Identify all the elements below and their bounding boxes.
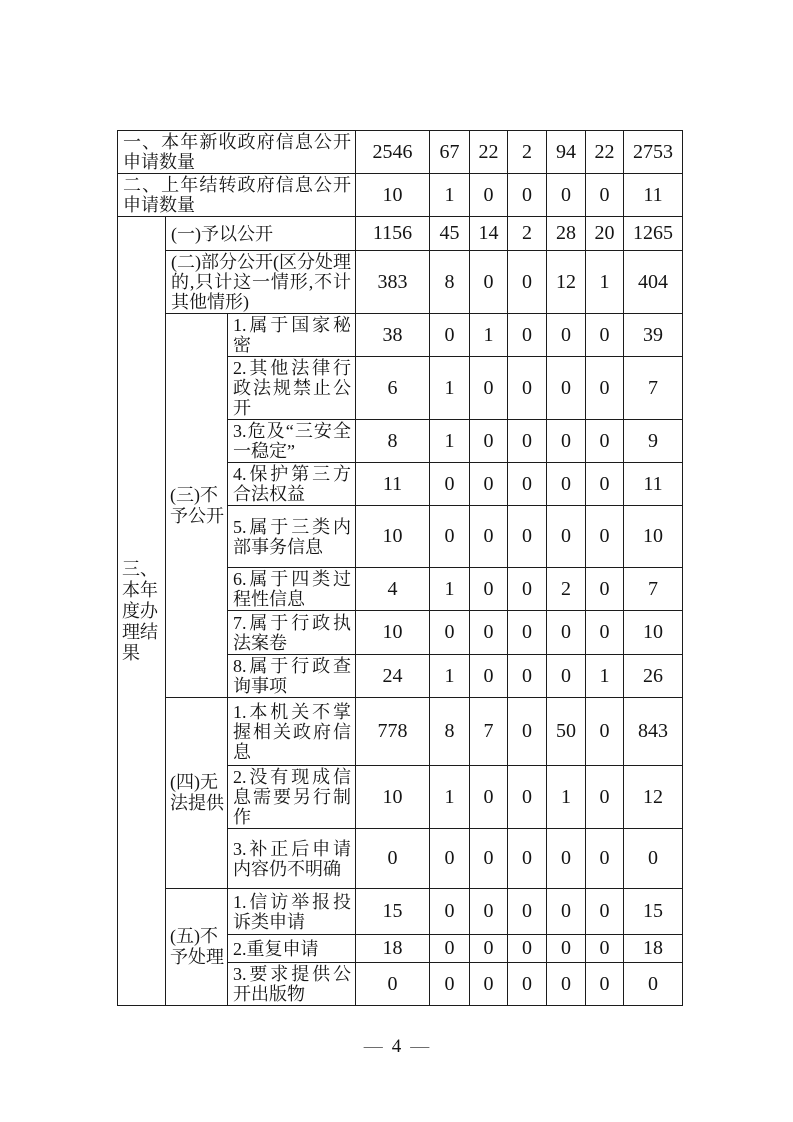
value-cell: 0 <box>586 611 624 655</box>
value-cell: 50 <box>547 698 586 766</box>
group-not-disclosed-label: (三)不予公开 <box>166 314 228 698</box>
value-cell: 1265 <box>624 217 683 251</box>
value-cell: 0 <box>470 568 508 611</box>
merged-section-label: 三、本年度办理结果 <box>118 217 166 1006</box>
value-cell: 0 <box>470 963 508 1006</box>
value-cell: 0 <box>470 463 508 506</box>
value-cell: 0 <box>470 935 508 963</box>
value-cell: 24 <box>356 655 430 698</box>
value-cell: 1 <box>430 357 470 420</box>
value-cell: 11 <box>356 463 430 506</box>
value-cell: 2753 <box>624 131 683 174</box>
value-cell: 2 <box>547 568 586 611</box>
value-cell: 0 <box>586 174 624 217</box>
value-cell: 1 <box>430 766 470 829</box>
value-cell: 404 <box>624 251 683 314</box>
value-cell: 14 <box>470 217 508 251</box>
value-cell: 0 <box>430 463 470 506</box>
value-cell: 1 <box>586 251 624 314</box>
footer-dash-right: — <box>410 1036 430 1057</box>
value-cell: 0 <box>430 611 470 655</box>
value-cell: 1 <box>430 174 470 217</box>
row-label-cell: 二、上年结转政府信息公开申请数量 <box>118 174 356 217</box>
group-not-processed-label: (五)不予处理 <box>166 889 228 1006</box>
value-cell: 0 <box>430 506 470 568</box>
value-cell: 0 <box>586 766 624 829</box>
table-row <box>118 174 683 217</box>
value-cell: 7 <box>624 357 683 420</box>
value-cell: 0 <box>470 829 508 889</box>
value-cell: 0 <box>547 314 586 357</box>
value-cell: 0 <box>547 420 586 463</box>
value-cell: 10 <box>624 506 683 568</box>
value-cell: 0 <box>624 963 683 1006</box>
value-cell: 10 <box>356 174 430 217</box>
row-label-cell: 3.补正后申请内容仍不明确 <box>228 829 356 889</box>
row-label-cell: 5.属于三类内部事务信息 <box>228 506 356 568</box>
value-cell: 6 <box>356 357 430 420</box>
row-label-cell: 1.信访举报投诉类申请 <box>228 889 356 935</box>
value-cell: 10 <box>624 611 683 655</box>
value-cell: 2546 <box>356 131 430 174</box>
row-label-cell: (一)予以公开 <box>166 217 356 251</box>
value-cell: 12 <box>547 251 586 314</box>
value-cell: 11 <box>624 463 683 506</box>
value-cell: 12 <box>624 766 683 829</box>
row-label-cell: 6.属于四类过程性信息 <box>228 568 356 611</box>
value-cell: 22 <box>586 131 624 174</box>
value-cell: 0 <box>508 314 547 357</box>
row-label-cell: 2.重复申请 <box>228 935 356 963</box>
row-label-cell: 1.本机关不掌握相关政府信息 <box>228 698 356 766</box>
value-cell: 0 <box>508 889 547 935</box>
value-cell: 0 <box>586 963 624 1006</box>
value-cell: 0 <box>508 420 547 463</box>
table-row <box>118 889 683 935</box>
value-cell: 28 <box>547 217 586 251</box>
value-cell: 10 <box>356 506 430 568</box>
value-cell: 7 <box>624 568 683 611</box>
value-cell: 0 <box>547 829 586 889</box>
table-row <box>118 251 683 314</box>
value-cell: 0 <box>547 963 586 1006</box>
value-cell: 7 <box>470 698 508 766</box>
value-cell: 15 <box>624 889 683 935</box>
value-cell: 38 <box>356 314 430 357</box>
value-cell: 10 <box>356 766 430 829</box>
value-cell: 20 <box>586 217 624 251</box>
value-cell: 0 <box>470 506 508 568</box>
value-cell: 67 <box>430 131 470 174</box>
value-cell: 1 <box>586 655 624 698</box>
value-cell: 0 <box>586 829 624 889</box>
row-label-cell: 7.属于行政执法案卷 <box>228 611 356 655</box>
value-cell: 0 <box>586 935 624 963</box>
value-cell: 1 <box>430 655 470 698</box>
value-cell: 0 <box>470 251 508 314</box>
value-cell: 26 <box>624 655 683 698</box>
value-cell: 0 <box>586 357 624 420</box>
value-cell: 0 <box>586 698 624 766</box>
value-cell: 2 <box>508 217 547 251</box>
value-cell: 0 <box>547 611 586 655</box>
value-cell: 1 <box>470 314 508 357</box>
value-cell: 1 <box>430 568 470 611</box>
value-cell: 18 <box>624 935 683 963</box>
disclosure-report-table <box>117 130 683 1006</box>
value-cell: 0 <box>586 889 624 935</box>
value-cell: 0 <box>508 251 547 314</box>
value-cell: 1 <box>430 420 470 463</box>
row-label-cell: 8.属于行政查询事项 <box>228 655 356 698</box>
value-cell: 10 <box>356 611 430 655</box>
value-cell: 0 <box>356 963 430 1006</box>
value-cell: 0 <box>508 963 547 1006</box>
value-cell: 0 <box>508 568 547 611</box>
value-cell: 0 <box>586 506 624 568</box>
value-cell: 0 <box>430 314 470 357</box>
value-cell: 0 <box>470 655 508 698</box>
value-cell: 0 <box>508 463 547 506</box>
value-cell: 0 <box>586 463 624 506</box>
value-cell: 39 <box>624 314 683 357</box>
value-cell: 22 <box>470 131 508 174</box>
value-cell: 0 <box>470 420 508 463</box>
row-label-cell: 3.危及“三安全一稳定” <box>228 420 356 463</box>
value-cell: 94 <box>547 131 586 174</box>
value-cell: 0 <box>430 889 470 935</box>
value-cell: 0 <box>547 889 586 935</box>
value-cell: 8 <box>356 420 430 463</box>
value-cell: 1156 <box>356 217 430 251</box>
value-cell: 0 <box>586 314 624 357</box>
value-cell: 0 <box>547 506 586 568</box>
value-cell: 778 <box>356 698 430 766</box>
value-cell: 0 <box>508 766 547 829</box>
value-cell: 0 <box>508 655 547 698</box>
row-label-cell: 3.要求提供公开出版物 <box>228 963 356 1006</box>
value-cell: 0 <box>586 568 624 611</box>
table-row <box>118 131 683 174</box>
value-cell: 0 <box>624 829 683 889</box>
value-cell: 0 <box>586 420 624 463</box>
value-cell: 0 <box>470 357 508 420</box>
value-cell: 0 <box>356 829 430 889</box>
value-cell: 15 <box>356 889 430 935</box>
row-label-cell: 4.保护第三方合法权益 <box>228 463 356 506</box>
row-label-cell: 2.没有现成信息需要另行制作 <box>228 766 356 829</box>
footer-dash-left: — <box>363 1036 383 1057</box>
value-cell: 0 <box>508 935 547 963</box>
value-cell: 9 <box>624 420 683 463</box>
value-cell: 0 <box>508 698 547 766</box>
value-cell: 11 <box>624 174 683 217</box>
value-cell: 843 <box>624 698 683 766</box>
value-cell: 1 <box>547 766 586 829</box>
value-cell: 2 <box>508 131 547 174</box>
value-cell: 0 <box>508 506 547 568</box>
value-cell: 4 <box>356 568 430 611</box>
page-number: 4 <box>391 1036 402 1057</box>
row-label-cell: 1.属于国家秘密 <box>228 314 356 357</box>
value-cell: 0 <box>470 611 508 655</box>
value-cell: 0 <box>470 766 508 829</box>
table-row <box>118 698 683 766</box>
row-label-cell: 一、本年新收政府信息公开申请数量 <box>118 131 356 174</box>
value-cell: 0 <box>470 174 508 217</box>
value-cell: 0 <box>547 655 586 698</box>
page-footer <box>0 1036 793 1058</box>
value-cell: 0 <box>430 963 470 1006</box>
value-cell: 0 <box>508 174 547 217</box>
value-cell: 0 <box>547 357 586 420</box>
value-cell: 8 <box>430 698 470 766</box>
value-cell: 0 <box>430 935 470 963</box>
table-row <box>118 217 683 251</box>
value-cell: 0 <box>508 357 547 420</box>
value-cell: 0 <box>547 463 586 506</box>
value-cell: 45 <box>430 217 470 251</box>
value-cell: 0 <box>547 174 586 217</box>
table-row <box>118 314 683 357</box>
row-label-cell: 2.其他法律行政法规禁止公开 <box>228 357 356 420</box>
value-cell: 0 <box>430 829 470 889</box>
value-cell: 18 <box>356 935 430 963</box>
row-label-cell: (二)部分公开(区分处理的,只计这一情形,不计其他情形) <box>166 251 356 314</box>
value-cell: 0 <box>508 829 547 889</box>
value-cell: 0 <box>547 935 586 963</box>
value-cell: 8 <box>430 251 470 314</box>
value-cell: 0 <box>470 889 508 935</box>
group-unable-to-provide-label: (四)无法提供 <box>166 698 228 889</box>
value-cell: 0 <box>508 611 547 655</box>
value-cell: 383 <box>356 251 430 314</box>
